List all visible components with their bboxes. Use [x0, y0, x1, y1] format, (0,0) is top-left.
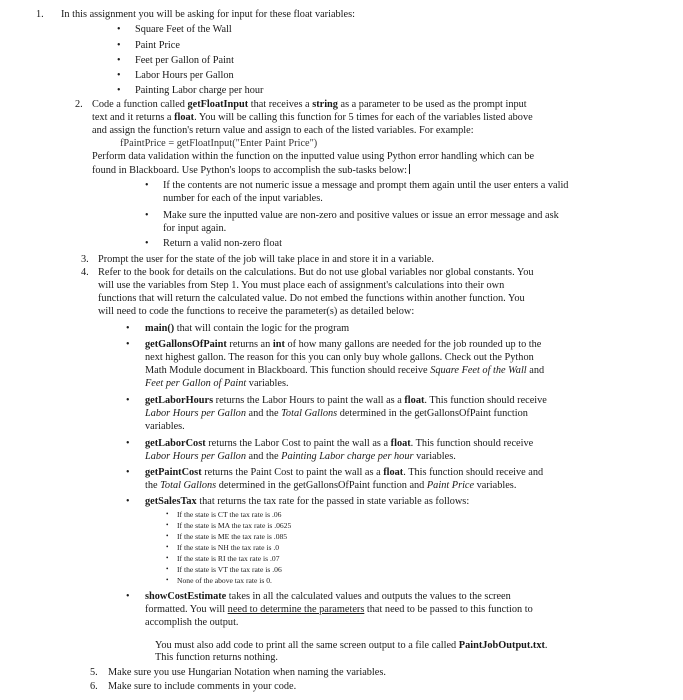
subtask-2-line-1: Make sure the inputted value are non-zero and positive values or issue an error message and ask — [163, 210, 559, 221]
bullet-icon: • — [126, 395, 130, 406]
var-feet-per-gallon: Feet per Gallon of Paint — [135, 55, 234, 66]
bullet-icon: • — [166, 521, 169, 529]
labor-hours-desc-line-3: variables. — [145, 421, 185, 432]
item-4-line-4: will need to code the functions to receive the parameter(s) as detailed below: — [98, 306, 415, 317]
bullet-icon: • — [126, 467, 130, 478]
tax-rule-ma: If the state is MA the tax rate is .0625 — [177, 521, 292, 530]
bullet-icon: • — [126, 591, 130, 602]
item-6-number: 6. — [90, 681, 98, 692]
show-cost-desc-line-2: formatted. You will need to determine the parameters that need to be passed to this function to — [145, 604, 533, 615]
bullet-icon: • — [166, 543, 169, 551]
item-2-line-6: found in Blackboard. Use Python's loops to accomplish the sub-tasks below: — [92, 164, 410, 177]
bullet-icon: • — [117, 85, 121, 96]
item-3-number: 3. — [81, 254, 89, 265]
gallons-desc-line-3: Math Module document in Blackboard. This function should receive Square Feet of the Wall and — [145, 365, 545, 376]
text-cursor — [408, 164, 410, 174]
subtask-1-line-2: number for each of the input variables. — [163, 193, 323, 204]
var-labor-charge: Painting Labor charge per hour — [135, 85, 264, 96]
tax-rule-none: None of the above tax rate is 0. — [177, 576, 272, 585]
bullet-icon: • — [117, 70, 121, 81]
labor-cost-desc-line-2: Labor Hours per Gallon and the Painting Labor charge per hour variables. — [145, 451, 456, 462]
bullet-icon: • — [126, 339, 130, 350]
gallons-desc-line-1: getGallonsOfPaint returns an int of how many gallons are needed for the job rounded up to the — [145, 339, 542, 350]
bullet-icon: • — [145, 210, 149, 221]
item-3-text: Prompt the user for the state of the job will take place in and store it in a variable. — [98, 254, 434, 265]
bullet-icon: • — [126, 496, 130, 507]
var-square-feet: Square Feet of the Wall — [135, 24, 232, 35]
item-2-line-2: text and it returns a float. You will be calling this function for 5 times for each of the variables listed above — [92, 112, 533, 123]
tax-rule-me: If the state is ME the tax rate is .085 — [177, 532, 288, 541]
gallons-desc-line-2: next highest gallon. The reason for this you can only buy whole gallons. Check out the Python — [145, 352, 534, 363]
bullet-icon: • — [166, 576, 169, 584]
item-2-number: 2. — [75, 99, 83, 110]
sales-tax-desc: getSalesTax that returns the tax rate for the passed in state variable as follows: — [145, 496, 470, 507]
main-function-desc: main() that will contain the logic for the program — [145, 323, 350, 334]
item-5-number: 5. — [90, 667, 98, 678]
show-cost-desc-line-3: accomplish the output. — [145, 617, 239, 628]
code-example: fPaintPrice = getFloatInput("Enter Paint Price") — [120, 138, 318, 149]
item-1-number: 1. — [36, 9, 44, 20]
item-1-text: In this assignment you will be asking for input for these float variables: — [61, 9, 355, 20]
labor-hours-desc-line-2: Labor Hours per Gallon and the Total Gallons determined in the getGallonsOfPaint function — [145, 408, 528, 419]
bullet-icon: • — [145, 180, 149, 191]
paint-cost-desc-line-2: the Total Gallons determined in the getGallonsOfPaint function and Paint Price variables. — [145, 480, 517, 491]
subtask-1-line-1: If the contents are not numeric issue a message and prompt them again until the user enters a valid — [163, 180, 569, 191]
bullet-icon: • — [126, 438, 130, 449]
item-2-line-3: and assign the function's return value and assign to each of the listed variables. For example: — [92, 125, 474, 136]
var-paint-price: Paint Price — [135, 40, 180, 51]
bullet-icon: • — [166, 532, 169, 540]
item-4-line-1: Refer to the book for details on the calculations. But do not use global variables nor global constants. You — [98, 267, 534, 278]
bullet-icon: • — [145, 238, 149, 249]
tax-rule-ct: If the state is CT the tax rate is .06 — [177, 510, 282, 519]
tax-rule-nh: If the state is NH the tax rate is .0 — [177, 543, 280, 552]
item-4-line-2: will use the variables from Step 1. You must place each of assignment's calculations into their own — [98, 280, 505, 291]
bullet-icon: • — [166, 554, 169, 562]
item-4-number: 4. — [81, 267, 89, 278]
bullet-icon: • — [117, 40, 121, 51]
bullet-icon: • — [117, 24, 121, 35]
item-6-text: Make sure to include comments in your code. — [108, 681, 297, 692]
bullet-icon: • — [126, 323, 130, 334]
paint-cost-desc-line-1: getPaintCost returns the Paint Cost to paint the wall as a float. This function should receive and — [145, 467, 544, 478]
subtask-2-line-2: for input again. — [163, 223, 227, 234]
var-labor-hours: Labor Hours per Gallon — [135, 70, 234, 81]
item-4-line-3: functions that will return the calculated value. Do not embed the functions within another function. You — [98, 293, 525, 304]
show-cost-desc-line-1: showCostEstimate takes in all the calculated values and outputs the values to the screen — [145, 591, 511, 602]
labor-hours-desc-line-1: getLaborHours returns the Labor Hours to paint the wall as a float. This function should receive — [145, 395, 547, 406]
subtask-3: Return a valid non-zero float — [163, 238, 282, 249]
bullet-icon: • — [166, 510, 169, 518]
tax-rule-vt: If the state is VT the tax rate is .06 — [177, 565, 282, 574]
item-2-line-5: Perform data validation within the function on the inputted value using Python error handling which can be — [92, 151, 535, 162]
bullet-icon: • — [117, 55, 121, 66]
output-file-instruction: You must also add code to print all the same screen output to a file called PaintJobOutput.txt. — [155, 640, 548, 651]
gallons-desc-line-4: Feet per Gallon of Paint variables. — [145, 378, 289, 389]
item-5-text: Make sure you use Hungarian Notation when naming the variables. — [108, 667, 386, 678]
returns-nothing-note: This function returns nothing. — [155, 652, 278, 663]
tax-rule-ri: If the state is RI the tax rate is .07 — [177, 554, 280, 563]
bullet-icon: • — [166, 565, 169, 573]
labor-cost-desc-line-1: getLaborCost returns the Labor Cost to paint the wall as a float. This function should receive — [145, 438, 534, 449]
item-2-line-1: Code a function called getFloatInput that receives a string as a parameter to be used as the prompt input — [92, 99, 527, 110]
